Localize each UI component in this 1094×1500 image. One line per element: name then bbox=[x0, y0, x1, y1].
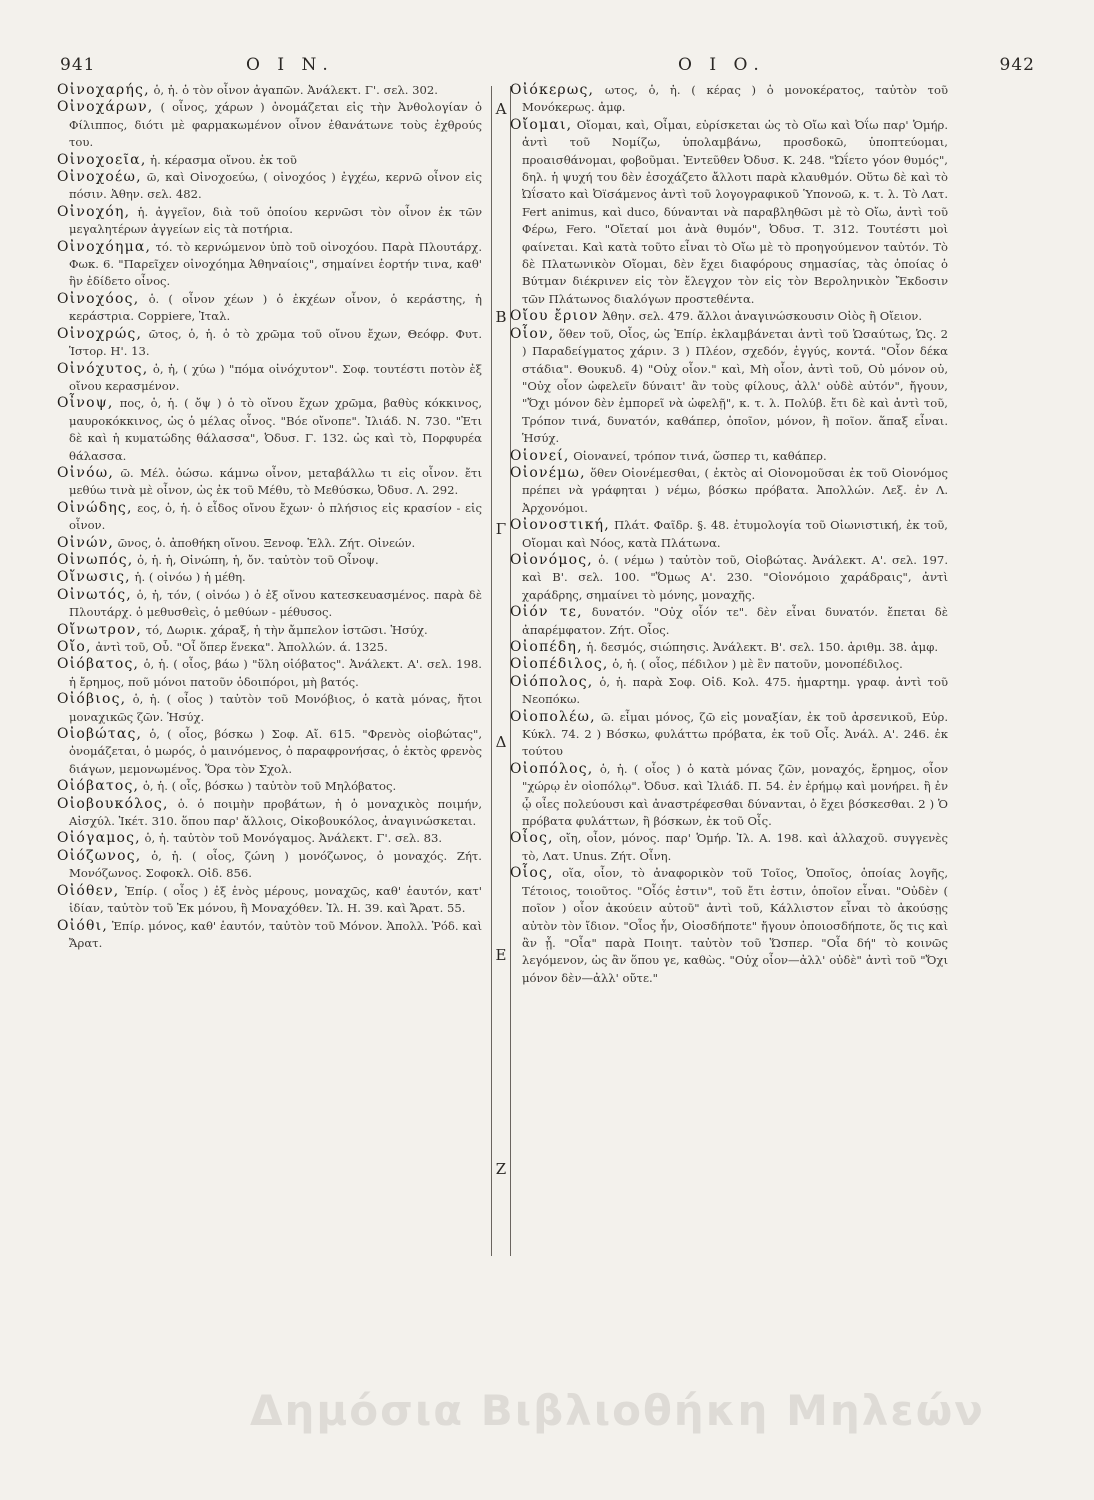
entry-headword: Οἰνοχόημα, bbox=[57, 238, 152, 255]
entry-headword: Οἰνόω, bbox=[57, 464, 114, 481]
dictionary-entry bbox=[57, 239, 482, 291]
entry-definition: ἡ. ἀγγεῖον, διὰ τοῦ ὁποίου κερνῶσι τὸν οἶνον ἐκ τῶν μεγαλητέρων ἀγγείων εἰς τὰ ποτήρια. bbox=[69, 204, 482, 237]
entry-definition: Ἀθην. σελ. 479. ἄλλοι ἀναγινώσκουσιν Οἰὸς ἢ Οἴειον. bbox=[602, 309, 923, 324]
section-letter: E bbox=[495, 946, 507, 964]
section-letter: A bbox=[495, 100, 507, 118]
entry-headword: Οἰόγαμος, bbox=[57, 830, 141, 847]
entry-definition: ῶ, καὶ Οἰνοχοεύω, ( οἰνοχόος ) ἐγχέω, κερνῶ οἶνον εἰς πόσιν. Ἀθην. σελ. 482. bbox=[69, 170, 483, 202]
entry-definition: ῶ. εἶμαι μόνος, ζῶ εἰς μοναξίαν, ἐκ τοῦ ἀρσενικοῦ, Εὐρ. Κύκλ. 74. 2 ) Βόσκω, φυλάττω πρόβατα, ἐκ τοῦ Οἶς. Ἀνάλ. Α'. 246. ἐκ τούτου bbox=[522, 709, 949, 759]
entry-definition: οἵα, οἷον, τὸ ἀναφορικὸν τοῦ Τοῖος, Ὁποῖος, ὁποίας λογῆς, Τέτοιος, τοιοῦτος. "Οἷός ἐστιν", τοῦ ἔτι ἐστιν, ὁποῖον εἶναι. "Οὐδὲν ( ποῖον ) οἷον ἀκούειν αὐτοῦ" ἀντὶ τοῦ, Κάλλιστον εἶναι τὸ ἀκούσῃς αὐτὸν τὸν ἴδιον. "Οἷος ἦν, Οἱοσδήποτε" ἤγουν ὁποιοσδήποτε, ὅς τις καὶ ἂν ᾖ. "Οἷα" παρὰ Ποιητ. ταὐτὸν τοῦ Ὥσπερ. "Οἷα δή" τὸ κοινῶς λεγόμενον, ὡς ἂν ὅπου γε, καθὼς. "Οὐχ οἷον—ἀλλ' οὐδὲ" ἀντὶ τοῦ "Ὄχι μόνον δὲν—ἀλλ' οὔτε." bbox=[522, 866, 949, 985]
entry-definition: ῶ. Μέλ. ὀώσω. κάμνω οἶνον, μεταβάλλω τι εἰς οἶνον. ἔτι μεθύω τινὰ μὲ οἶνον, ὡς ἐκ τοῦ Μέθυ, τὸ Μεθύσκω, Ὀδυσ. Λ. 292. bbox=[69, 465, 482, 498]
dictionary-entry bbox=[57, 830, 482, 847]
running-title-right: Ο Ι Ο. bbox=[678, 55, 765, 75]
entry-definition: ἡ. ( οἰνόω ) ἡ μέθη. bbox=[134, 570, 246, 585]
entry-definition: ( οἶνος, χάρων ) ὀνομάζεται εἰς τὴν Ἀνθολογίαν ὁ Φίλιππος, διότι μὲ φαρμακωμένον οἶνον ἐθανάτωνε τοὺς ἐχθρούς του. bbox=[69, 100, 482, 150]
dictionary-entry bbox=[510, 830, 948, 865]
dictionary-entry bbox=[510, 82, 948, 117]
entry-definition: ῶτος, ὁ, ἡ. ὁ τὸ χρῶμα τοῦ οἴνου ἔχων, Θεόφρ. Φυτ. Ἱστορ. Η'. 13. bbox=[69, 326, 483, 359]
dictionary-entry bbox=[57, 552, 482, 569]
entry-headword: Οἰοπολέω, bbox=[510, 708, 596, 725]
entry-headword: Οἰνωπός, bbox=[57, 551, 134, 568]
running-title-left: Ο Ι Ν. bbox=[246, 55, 334, 75]
entry-definition: ἡ. κέρασμα οἴνου. ἐκ τοῦ bbox=[150, 152, 297, 167]
page-header bbox=[60, 55, 1035, 85]
entry-headword: Οἰόζωνος, bbox=[57, 847, 142, 864]
section-letter: Z bbox=[495, 1160, 507, 1178]
dictionary-entry bbox=[57, 587, 482, 622]
dictionary-entry bbox=[57, 99, 482, 151]
dictionary-entry bbox=[510, 117, 948, 308]
entry-definition: ὁ. ( νέμω ) ταὐτὸν τοῦ, Οἰοβώτας. Ἀνάλεκτ. Α'. σελ. 197. καὶ Β'. σελ. 100. "Ὅμως Α'. 230. "Οἰονόμοιο χαράδραις", ἀντὶ χαράδρης, σημαίνει τὸ μόνης, μοναχῆς. bbox=[522, 552, 948, 602]
entry-definition: πος, ὁ, ἡ. ( ὄψ ) ὁ τὸ οἴνου ἔχων χρῶμα, βαθὺς κόκκινος, μαυροκόκκινος, ὡς ὁ μέλας οἶνος. "Βόε οἴνοπε". Ἰλιάδ. Ν. 730. "Ἐτι δὲ καὶ ἡ κυματώδης θάλασσα", Ὀδυσ. Γ. 132. ὡς καὶ τὸ, Πορφυρέα θάλασσα. bbox=[69, 396, 483, 463]
dictionary-entry bbox=[510, 604, 948, 639]
entry-headword: Οἴο, bbox=[57, 639, 92, 655]
entry-definition: ὁ, ἡ. ἡ, Οἰνώπη, ἡ, ὄν. ταὐτὸν τοῦ Οἶνοψ. bbox=[137, 552, 379, 567]
entry-definition: ὁ, ἡ. ( οἶος ) ὁ κατὰ μόνας ζῶν, μοναχός, ἔρημος, οἷον "χώρῳ ἐν οἰοπόλῳ". Ὀδυσ. καὶ Ἰλιάδ. Π. 54. ἐν ἐρήμῳ καὶ μονήρει. ἢ ἐν ᾧ οἶες πολεύουσι καὶ ἀναστρέφεσθαι δύνανται, ὁ ἔχει βόσκεσθαι. 2 ) Ὁ πρόβατα φυλάττων, ἢ βόσκων, ἐκ τοῦ Οἶς. bbox=[522, 761, 949, 829]
entry-headword: Οἰόβατος, bbox=[57, 778, 140, 795]
dictionary-entry bbox=[57, 361, 482, 396]
entry-headword: Οἱονεί, bbox=[510, 447, 570, 464]
dictionary-entry bbox=[57, 535, 482, 552]
entry-definition: Οἱονανεί, τρόπον τινά, ὥσπερ τι, καθάπερ. bbox=[573, 448, 827, 463]
dictionary-entry bbox=[57, 726, 482, 778]
dictionary-entry bbox=[510, 656, 948, 673]
entry-headword: Οἴου ἔριον bbox=[510, 308, 599, 325]
entry-headword: Οἰοβώτας, bbox=[57, 726, 143, 743]
entry-headword: Οἴομαι, bbox=[510, 116, 573, 133]
page-number-left: 941 bbox=[60, 55, 96, 75]
dictionary-entry bbox=[57, 82, 482, 99]
entry-definition: τό, Δωρικ. χάραξ, ἡ τὴν ἄμπελον ἱστῶσι. Ἡσύχ. bbox=[145, 622, 428, 637]
dictionary-entry bbox=[57, 500, 482, 535]
library-watermark: Δημόσια Βιβλιοθήκη Μηλεών bbox=[250, 1386, 985, 1435]
entry-definition: ωτος, ὁ, ἡ. ( κέρας ) ὁ μονοκέρατος, ταὐτὸν τοῦ Μονόκερως. ἀμφ. bbox=[522, 83, 948, 115]
entry-definition: ὁ, ἡ. παρὰ Σοφ. Οἰδ. Κολ. 475. ἡμαρτημ. γραφ. ἀντὶ τοῦ Νεοπόκω. bbox=[522, 674, 948, 707]
dictionary-entry bbox=[57, 796, 482, 831]
entry-definition: ὁ, ἡ. ὁ τὸν οἶνον ἀγαπῶν. Ἀνάλεκτ. Γ'. σελ. 302. bbox=[153, 83, 438, 97]
entry-definition: ὅθεν Οἰονέμεσθαι, ( ἐκτὸς αἱ Οἰονομοῦσαι ἐκ τοῦ Οἰονόμος πρέπει νὰ γράφηται ) νέμω, βόσκω πρόβατα. Ἀπολλών. Λεξ. ἐν Λ. Ἀρχονόμοι. bbox=[522, 465, 949, 515]
entry-definition: ὁ. ὁ ποιμὴν προβάτων, ἡ ὁ μοναχικὸς ποιμήν, Αἰσχύλ. Ἱκέτ. 310. ὅπου παρ' ἄλλοις, Οἰκοβουκόλος, ἀναγινώσκεται. bbox=[69, 796, 483, 829]
page-number-right: 942 bbox=[999, 55, 1035, 75]
entry-definition: ὁ. ( οἶνον χέων ) ὁ ἐκχέων οἶνον, ὁ κεράστης, ἡ κεράστρια. Coppiere, Ἰταλ. bbox=[69, 291, 483, 324]
dictionary-entry bbox=[57, 395, 482, 465]
dictionary-entry bbox=[57, 883, 482, 918]
entry-headword: Οἴνωτρον, bbox=[57, 621, 143, 638]
entry-headword: Οἰνοχαρής, bbox=[57, 82, 150, 98]
entry-definition: ὁ, ( οἶος, βόσκω ) Σοφ. Αἴ. 615. "Φρενὸς οἰοβώτας", ὀνομάζεται, ὁ μωρός, ὁ μαινόμενος, ὁ παραφρονήσας, ὁ ἐκτὸς φρενὸς διάγων, μεμονωμένος. Ὅρα τὸν Σχολ. bbox=[69, 727, 483, 776]
entry-headword: Οἰνόχυτος, bbox=[57, 360, 149, 377]
entry-headword: Οἶος, bbox=[510, 830, 554, 847]
dictionary-entry bbox=[510, 308, 948, 325]
entry-headword: Οἶνοψ, bbox=[57, 395, 114, 412]
entry-headword: Οἰόθι, bbox=[57, 917, 108, 934]
dictionary-entry bbox=[57, 326, 482, 361]
entry-headword: Οἴνωσις, bbox=[57, 569, 131, 586]
right-column bbox=[510, 82, 948, 987]
dictionary-entry bbox=[510, 761, 948, 831]
entry-headword: Οἰονέμω, bbox=[510, 464, 586, 481]
dictionary-entry bbox=[57, 848, 482, 883]
dictionary-entry bbox=[510, 552, 948, 604]
dictionary-entry bbox=[510, 448, 948, 465]
entry-definition: ὁ, ἡ. ( οἶος, βάω ) "ὕλη οἰόβατος". Ἀνάλεκτ. Α'. σελ. 198. ἡ ἔρημος, ποῦ μόνοι πατοῦν ὁδοιπόροι, μὴ βατός. bbox=[69, 657, 482, 689]
dictionary-entry bbox=[510, 639, 948, 656]
dictionary-entry bbox=[510, 865, 948, 987]
entry-headword: Οἰοπέδη, bbox=[510, 639, 583, 655]
dictionary-entry bbox=[57, 918, 482, 953]
entry-headword: Οἰνώδης, bbox=[57, 499, 133, 516]
left-column bbox=[57, 82, 482, 952]
entry-definition: δυνατόν. "Οὐχ οἷόν τε". δὲν εἶναι δυνατόν. ἔπεται δὲ ἀπαρέμφατον. Ζήτ. Οἷος. bbox=[522, 605, 949, 637]
section-letter: Γ bbox=[495, 520, 507, 538]
dictionary-entry bbox=[510, 709, 948, 761]
entry-definition: ῶνος, ὁ. ἀποθήκη οἴνου. Ξενοφ. Ἑλλ. Ζήτ. Οἰνεών. bbox=[117, 535, 416, 550]
dictionary-entry bbox=[510, 465, 948, 517]
entry-headword: Οἰνωτός, bbox=[57, 586, 132, 603]
entry-definition: ὁ, ἡ, τόν, ( οἰνόω ) ὁ ἐξ οἴνου κατεσκευασμένος. παρὰ δὲ Πλουτάρχ. ὁ μεθυσθεὶς, ὁ μεθύων - μέθυσος. bbox=[69, 587, 482, 620]
entry-headword: Οἰνοχάρων, bbox=[57, 99, 154, 116]
dictionary-entry bbox=[57, 204, 482, 239]
entry-headword: Οἰνοχοέω, bbox=[57, 169, 142, 186]
dictionary-entry bbox=[57, 691, 482, 726]
dictionary-entry bbox=[510, 326, 948, 448]
entry-definition: Ἐπίρ. μόνος, καθ' ἑαυτόν, ταὐτὸν τοῦ Μόνον. Ἀπολλ. Ῥόδ. καὶ Ἄρατ. bbox=[69, 918, 482, 950]
dictionary-entry bbox=[57, 656, 482, 691]
entry-headword: Οἰοβουκόλος, bbox=[57, 795, 169, 812]
entry-definition: ἀντὶ τοῦ, Οὗ. "Οἷ ὅπερ ἕνεκα". Ἀπολλών. ά. 1325. bbox=[95, 640, 388, 654]
entry-headword: Οἰόν τε, bbox=[510, 604, 583, 621]
entry-headword: Οἰνοχοεῖα, bbox=[57, 151, 147, 168]
entry-headword: Οἰνών, bbox=[57, 534, 115, 551]
entry-definition: ὅθεν τοῦ, Οἷος, ὡς Ἐπίρ. ἐκλαμβάνεται ἀντὶ τοῦ Ὡσαύτως, Ὡς. 2 ) Παραδείγματος χάριν. 3 ) Πλέον, σχεδόν, ἐγγύς, κοντά. "Οἷον δέκα στάδια". Θουκυδ. 4) "Οὐχ οἷον." καὶ, Μὴ οἷον, ἀντὶ τοῦ, Οὐ μόνον οὐ, "Οὐχ οἷον ὠφελεῖν δύναιτ' ἂν τοὺς φίλους, ἀλλ' οὐδὲ αὐτόν", ἤγουν, "Ὄχι μόνον δὲν ἐμπορεῖ νὰ ὠφελῇ", κ. τ. λ. Πολύβ. ἔτι δὲ καὶ ἀντὶ τοῦ, Τρόπον τινά, δυνατόν, καθάπερ, ὁποῖον, μόνον, ἢ ποῖον. ἅπαξ εἶναι. Ἡσύχ. bbox=[522, 326, 949, 446]
entry-definition: Ἐπίρ. ( οἶος ) ἐξ ἑνὸς μέρους, μοναχῶς, καθ' ἑαυτόν, κατ' ἰδίαν, ταὐτὸν τοῦ Ἐκ μόνου, ἢ Μοναχόθεν. Ἰλ. Η. 39. καὶ Ἄρατ. 55. bbox=[69, 883, 482, 916]
dictionary-entry bbox=[57, 169, 482, 204]
entry-headword: Οἷος, bbox=[510, 865, 554, 882]
entry-definition: ὁ, ἡ. ( οἶος, ζώνη ) μονόζωνος, ὁ μοναχός. Ζήτ. Μονόζωνος. Σοφοκλ. Οἰδ. 856. bbox=[69, 848, 482, 881]
entry-definition: τό. τὸ κερνώμενον ὑπὸ τοῦ οἰνοχόου. Παρὰ Πλουτάρχ. Φωκ. 6. "Παρεῖχεν οἰνοχόημα Ἀθηναίοις", σημαίνει ἑορτήν τινα, καθ' ἣν ἐδίδετο οἶνος. bbox=[69, 239, 482, 289]
entry-definition: ὁ, ἡ, ( χύω ) "πόμα οἰνόχυτον". Σοφ. τουτέστι ποτὸν ἐξ οἴνου κερασμένον. bbox=[69, 361, 483, 393]
dictionary-entry bbox=[57, 639, 482, 656]
dictionary-entry bbox=[510, 674, 948, 709]
section-letter: B bbox=[495, 308, 507, 326]
entry-headword: Οἰνοχόη, bbox=[57, 203, 131, 220]
dictionary-entry bbox=[57, 622, 482, 639]
entry-definition: ὁ, ἡ. ( οἶος, πέδιλον ) μὲ ἓν πατοῦν, μονοπέδιλος. bbox=[612, 657, 903, 672]
entry-headword: Οἰονόμος, bbox=[510, 551, 593, 568]
entry-definition: οἴη, οἶον, μόνος. παρ' Ὁμήρ. Ἰλ. Α. 198. καὶ ἀλλαχοῦ. συγγενὲς τὸ, Λατ. Unus. Ζήτ. Οἶνη. bbox=[522, 831, 948, 863]
entry-headword: Οἰόθεν, bbox=[57, 882, 120, 899]
entry-headword: Οἰοπέδιλος, bbox=[510, 656, 609, 673]
entry-headword: Οἰνοχρώς, bbox=[57, 325, 143, 342]
entry-headword: Οἰόπολος, bbox=[510, 673, 594, 690]
entry-headword: Οἰνοχόος, bbox=[57, 290, 140, 307]
column-divider bbox=[491, 86, 511, 1256]
entry-headword: Οἰοπόλος, bbox=[510, 760, 594, 777]
dictionary-entry bbox=[57, 778, 482, 795]
dictionary-entry bbox=[57, 152, 482, 169]
entry-definition: ὁ, ἡ. ταὐτὸν τοῦ Μονόγαμος. Ἀνάλεκτ. Γ'. σελ. 83. bbox=[144, 831, 443, 846]
section-letter: Δ bbox=[495, 733, 507, 751]
entry-headword: Οἰόκερως, bbox=[510, 82, 595, 98]
entry-headword: Οἰονοστική, bbox=[510, 517, 610, 534]
dictionary-entry bbox=[57, 291, 482, 326]
entry-headword: Οἰόβιος, bbox=[57, 691, 127, 708]
entry-definition: ὁ, ἡ. ( οἶος ) ταὐτὸν τοῦ Μονόβιος, ὁ κατὰ μόνας, ἤτοι μοναχικῶς ζῶν. Ἡσύχ. bbox=[69, 692, 482, 724]
entry-definition: ὁ, ἡ. ( οἶς, βόσκω ) ταὐτὸν τοῦ Μηλόβατος. bbox=[142, 779, 397, 794]
dictionary-entry bbox=[57, 465, 482, 500]
entry-definition: Οἴομαι, καὶ, Οἶμαι, εὑρίσκεται ὡς τὸ Οἴω καὶ Ὀΐω παρ' Ὁμήρ. ἀντὶ τοῦ Νομίζω, ὑπολαμβάνω, προσδοκῶ, ὑποπτεύομαι, προαισθάνομαι, φοβοῦμαι. Ἐντεῦθεν Ὀδυσ. Κ. 248. "Ὠΐετο γόον θυμός", δηλ. ἡ ψυχή του δὲν ἐσοχάζετο ἄλλοτι παρὰ κλαυθμόν. Οὕτω δὲ καὶ τὸ Ὠΐσατο καὶ Ὀϊσάμενος ἀντὶ τοῦ λογογραφικοῦ Ὑπονοῶ, κ. τ. λ. Τὸ Λατ. Fert animus, καὶ duco, δύνανται νὰ παραβληθῶσι μὲ τὸ Οἴω, ἀντὶ τοῦ Φέρω, Fero. "Οἴεταί μοι ἀνὰ θυμόν", Ὀδυσ. Τ. 312. Τουτέστι μοὶ φαίνεται. Καὶ κατὰ τοῦτο εἶναι τὸ Οἴω μὲ τὸ προηγούμενον ταὐτόν. Τὸ δὲ Πλατωνικὸν Οἴομαι, δὲν ἔχει διαφόρους σημασίας, τὰς ὁποίας ὁ Βύτμαν διέκρινεν εἰς τὸν ἔλεγχον τὸν εἰς τὸν Βεροληνικὸν Ἔκδοσιν τῶν Πλάτωνος διαλόγων προστεθέντα. bbox=[522, 117, 949, 306]
entry-definition: ἡ. δεσμός, σιώπησις. Ἀνάλεκτ. Β'. σελ. 150. ἀριθμ. 38. ἀμφ. bbox=[586, 640, 939, 654]
entry-definition: εος, ὁ, ἡ. ὁ εἶδος οἴνου ἔχων· ὁ πλήσιος εἰς κρασίον - εἰς οἶνον. bbox=[69, 500, 482, 533]
entry-headword: Οἰόβατος, bbox=[57, 656, 140, 673]
entry-definition: Πλάτ. Φαῖδρ. §. 48. ἐτυμολογία τοῦ Οἰωνιστική, ἐκ τοῦ, Οἴομαι καὶ Νόος, κατὰ Πλάτωνα. bbox=[522, 518, 948, 550]
dictionary-entry bbox=[510, 517, 948, 552]
entry-headword: Οἷον, bbox=[510, 325, 555, 342]
dictionary-entry bbox=[57, 569, 482, 586]
